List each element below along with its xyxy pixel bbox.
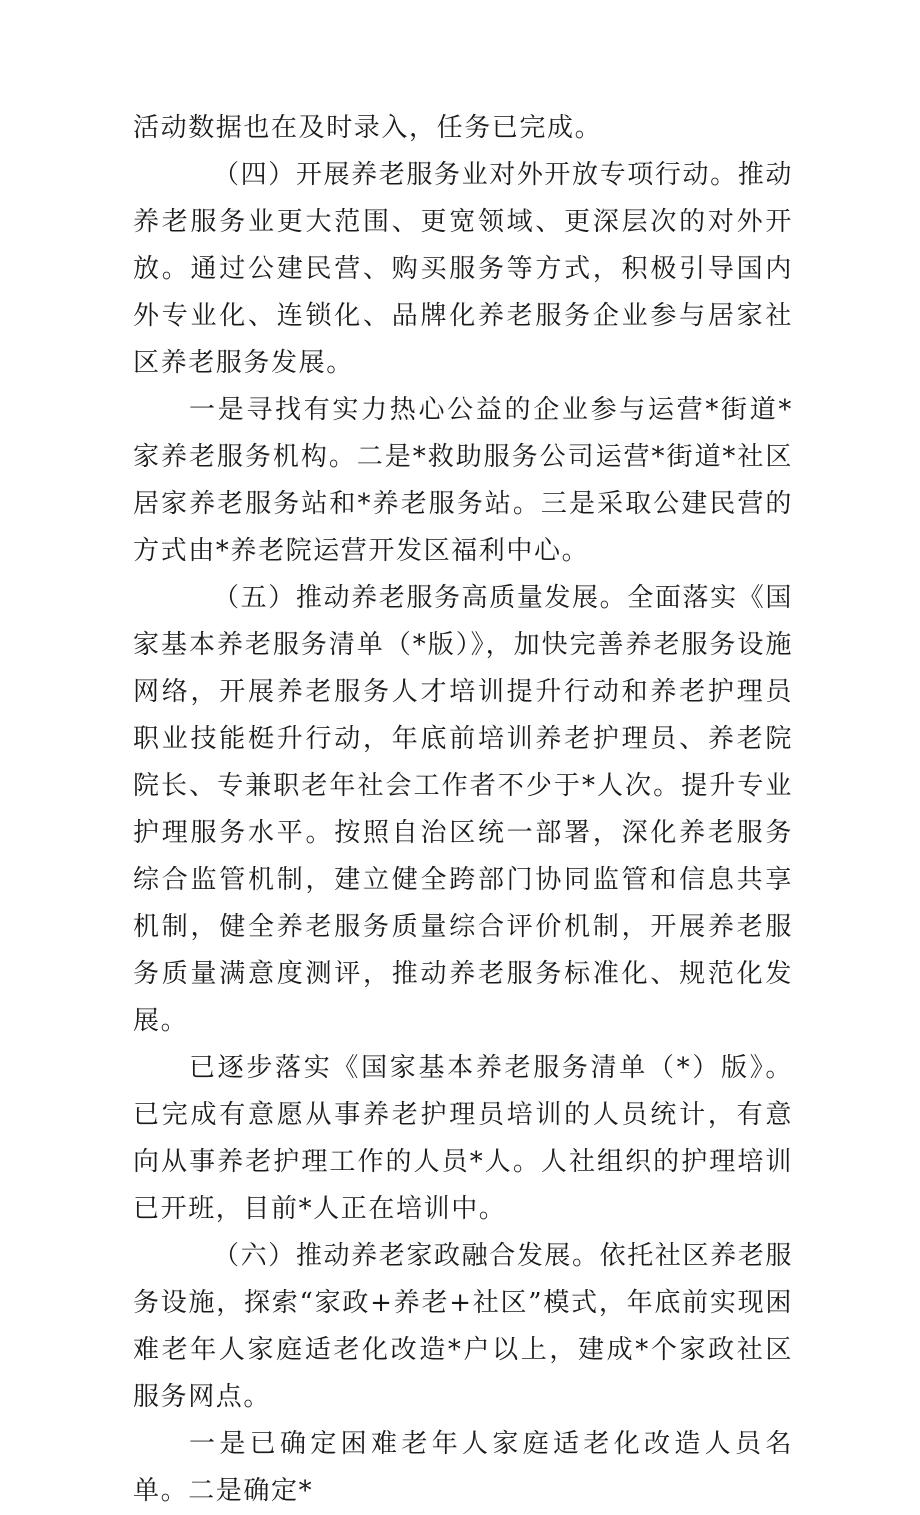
paragraph-section-4-progress: 一是寻找有实力热心公益的企业参与运营*街道*家养老服务机构。二是*救助服务公司运营*街道*社区居家养老服务站和*养老服务站。三是采取公建民营的方式由*养老院运营开发区福利中心。 — [133, 395, 793, 566]
paragraph-continued: 活动数据也在及时录入，任务已完成。 — [133, 113, 603, 143]
paragraph-section-5-progress: 已逐步落实《国家基本养老服务清单（*）版》。已完成有意愿从事养老护理员培训的人员统计，有意向从事养老护理工作的人员*人。人社组织的护理培训已开班，目前*人正在培训中。 — [133, 1053, 793, 1224]
paragraph-section-6: （六）推动养老家政融合发展。依托社区养老服务设施，探索“家政+养老+社区”模式，年底前实现困难老年人家庭适老化改造*户以上，建成*个家政社区服务网点。 — [133, 1241, 793, 1412]
document-body — [133, 105, 793, 1515]
paragraph-section-6-progress: 一是已确定困难老年人家庭适老化改造人员名单。二是确定* — [133, 1429, 793, 1506]
paragraph-section-5: （五）推动养老服务高质量发展。全面落实《国家基本养老服务清单（*版）》，加快完善养老服务设施网络，开展养老服务人才培训提升行动和养老护理员职业技能梃升行动，年底前培训养老护理员、养老院院长、专兼职老年社会工作者不少于*人次。提升专业护理服务水平。按照自治区统一部署，深化养老服务综合监管机制，建立健全跨部门协同监管和信息共享机制，健全养老服务质量综合评价机制，开展养老服务质量满意度测评，推动养老服务标准化、规范化发展。 — [133, 583, 793, 1036]
paragraph-section-4: （四）开展养老服务业对外开放专项行动。推动养老服务业更大范围、更宽领域、更深层次的对外开放。通过公建民营、购买服务等方式，积极引导国内外专业化、连锁化、品牌化养老服务企业参与居家社区养老服务发展。 — [133, 160, 793, 378]
